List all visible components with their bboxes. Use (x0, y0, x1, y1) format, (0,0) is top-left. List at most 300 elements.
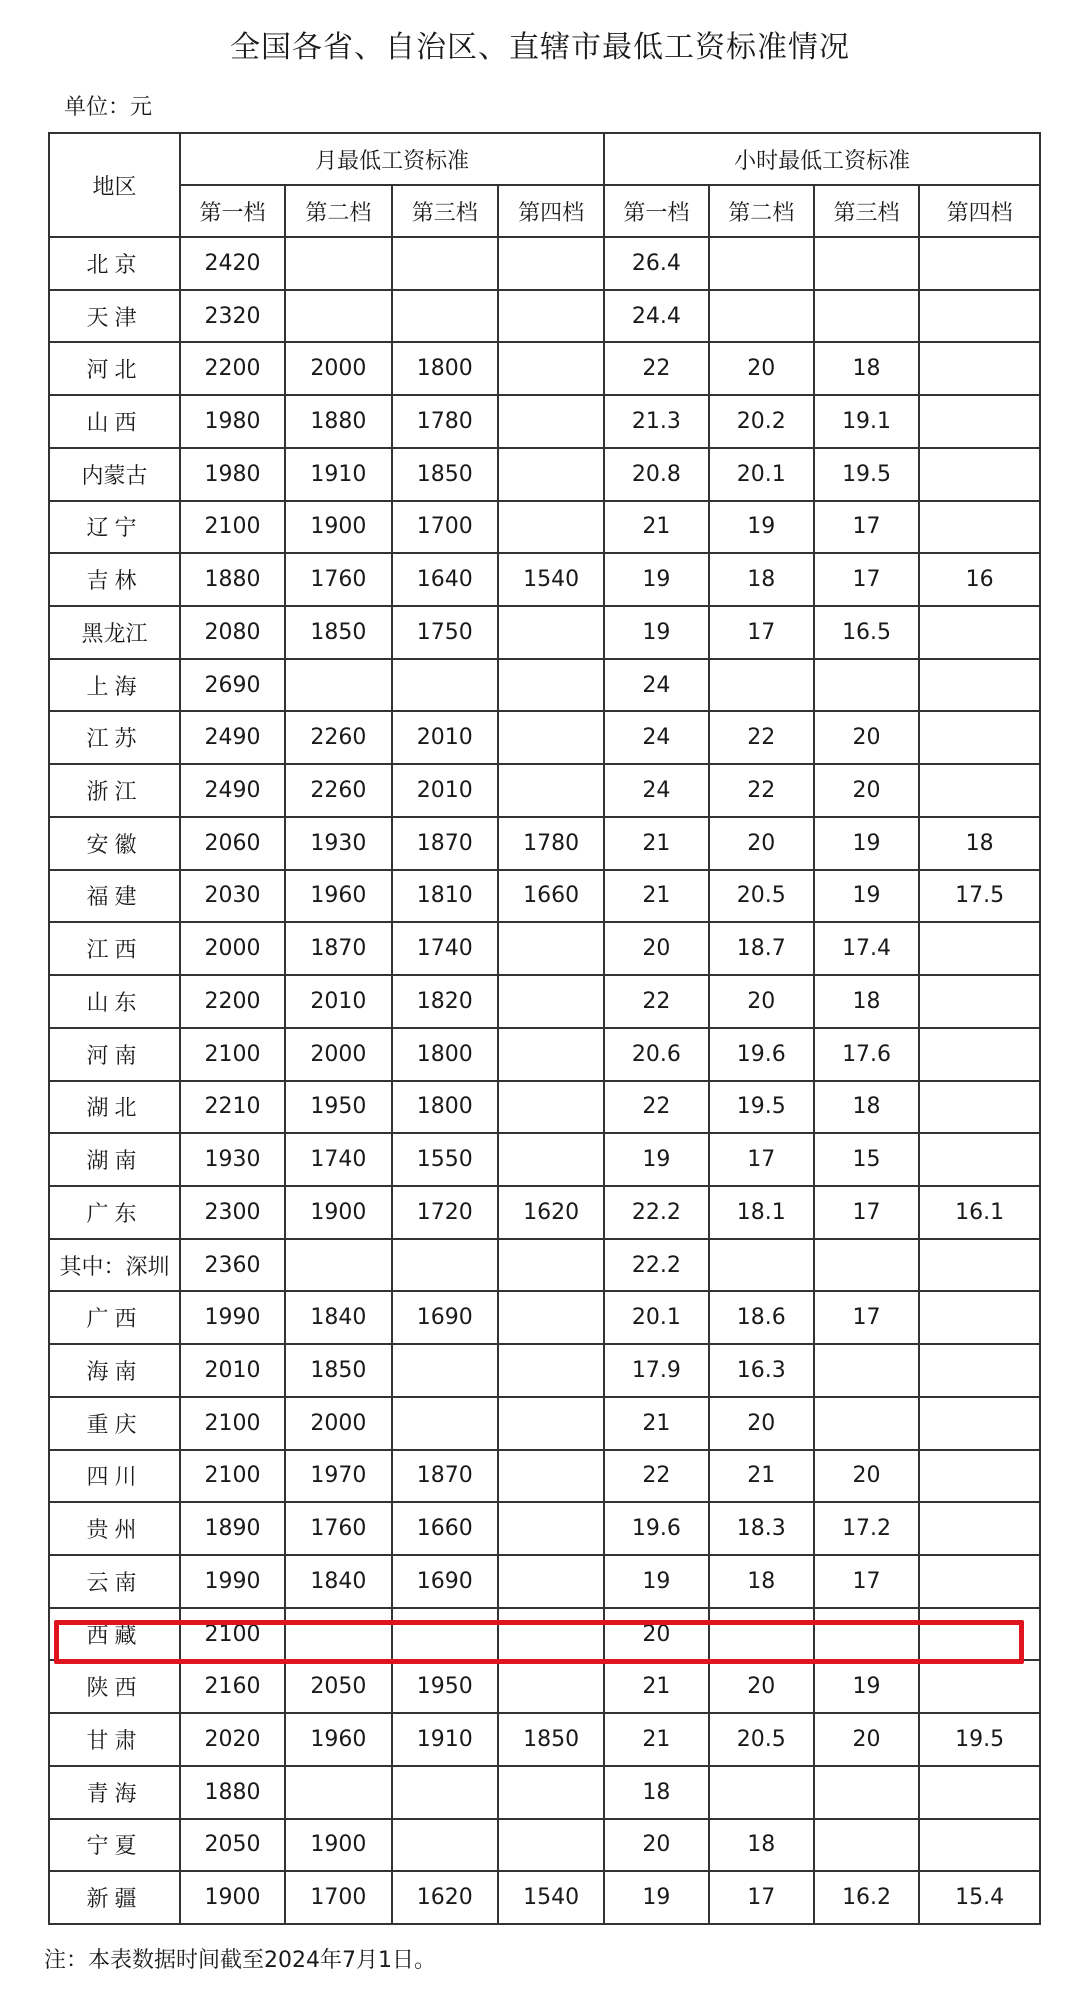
monthly-tier-1-cell: 2100 (180, 1450, 285, 1503)
hourly-tier-4-cell (919, 1397, 1040, 1450)
hourly-tier-1-cell: 24.4 (604, 290, 708, 343)
header-hourly-group: 小时最低工资标准 (604, 133, 1040, 185)
monthly-tier-4-cell: 1620 (498, 1186, 604, 1239)
hourly-tier-2-cell: 18.6 (709, 1291, 814, 1344)
hourly-tier-1-cell: 24 (604, 659, 708, 712)
hourly-tier-3-cell: 18 (814, 1081, 919, 1134)
table-row (49, 922, 1040, 975)
monthly-tier-1-cell: 2200 (180, 342, 285, 395)
hourly-tier-1-cell: 24 (604, 711, 708, 764)
hourly-tier-4-cell (919, 1502, 1040, 1555)
region-cell: 上海 (49, 659, 180, 712)
region-cell: 北京 (49, 237, 180, 290)
hourly-tier-3-cell: 20 (814, 1450, 919, 1503)
region-cell: 贵州 (49, 1502, 180, 1555)
monthly-tier-2-cell: 1850 (285, 606, 391, 659)
monthly-tier-4-cell (498, 1660, 604, 1713)
monthly-tier-4-cell (498, 1344, 604, 1397)
table-row (49, 1502, 1040, 1555)
monthly-tier-2-cell (285, 659, 391, 712)
hourly-tier-1-cell: 21 (604, 1660, 708, 1713)
hourly-tier-3-cell (814, 659, 919, 712)
hourly-tier-1-cell: 19 (604, 1555, 708, 1608)
hourly-tier-1-cell: 20.1 (604, 1291, 708, 1344)
monthly-tier-2-cell: 1740 (285, 1133, 391, 1186)
monthly-tier-1-cell: 2100 (180, 1028, 285, 1081)
region-cell: 天津 (49, 290, 180, 343)
table-row (49, 448, 1040, 501)
hourly-tier-1-cell: 22 (604, 1450, 708, 1503)
region-cell: 吉林 (49, 553, 180, 606)
monthly-tier-2-cell: 1870 (285, 922, 391, 975)
region-cell: 安徽 (49, 817, 180, 870)
hourly-tier-1-cell: 21 (604, 817, 708, 870)
monthly-tier-3-cell: 1950 (392, 1660, 498, 1713)
hourly-tier-1-cell: 21 (604, 870, 708, 923)
table-row (49, 870, 1040, 923)
monthly-tier-3-cell: 1690 (392, 1555, 498, 1608)
monthly-tier-2-cell: 2000 (285, 1397, 391, 1450)
hourly-tier-4-cell (919, 711, 1040, 764)
region-cell: 黑龙江 (49, 606, 180, 659)
monthly-tier-3-cell (392, 659, 498, 712)
monthly-tier-2-cell: 1910 (285, 448, 391, 501)
monthly-tier-1-cell: 2160 (180, 1660, 285, 1713)
monthly-tier-1-cell: 2200 (180, 975, 285, 1028)
monthly-tier-4-cell: 1540 (498, 1871, 604, 1924)
table-row (49, 237, 1040, 290)
table-row (49, 711, 1040, 764)
hourly-tier-3-cell (814, 1344, 919, 1397)
monthly-tier-2-cell: 1760 (285, 1502, 391, 1555)
monthly-tier-2-cell: 2000 (285, 342, 391, 395)
hourly-tier-4-cell (919, 1819, 1040, 1872)
hourly-tier-4-cell (919, 1450, 1040, 1503)
region-cell: 广西 (49, 1291, 180, 1344)
monthly-tier-4-cell: 1780 (498, 817, 604, 870)
monthly-tier-4-cell (498, 290, 604, 343)
hourly-tier-2-cell: 19.6 (709, 1028, 814, 1081)
hourly-tier-4-cell (919, 1660, 1040, 1713)
monthly-tier-3-cell: 1780 (392, 395, 498, 448)
monthly-tier-2-cell: 2000 (285, 1028, 391, 1081)
hourly-tier-1-cell: 20 (604, 1608, 708, 1661)
region-cell: 湖北 (49, 1081, 180, 1134)
hourly-tier-2-cell: 17 (709, 1133, 814, 1186)
monthly-tier-3-cell: 1850 (392, 448, 498, 501)
hourly-tier-1-cell: 19.6 (604, 1502, 708, 1555)
monthly-tier-2-cell: 1960 (285, 1713, 391, 1766)
region-cell: 河南 (49, 1028, 180, 1081)
monthly-tier-2-cell: 2050 (285, 1660, 391, 1713)
monthly-tier-3-cell (392, 1397, 498, 1450)
header-region: 地区 (49, 133, 180, 237)
monthly-tier-4-cell: 1660 (498, 870, 604, 923)
hourly-tier-1-cell: 21 (604, 1713, 708, 1766)
hourly-tier-4-cell (919, 448, 1040, 501)
header-monthly-tier-2: 第二档 (285, 185, 391, 237)
region-cell: 云南 (49, 1555, 180, 1608)
monthly-tier-1-cell: 2420 (180, 237, 285, 290)
table-row (49, 817, 1040, 870)
hourly-tier-1-cell: 19 (604, 553, 708, 606)
hourly-tier-1-cell: 19 (604, 1871, 708, 1924)
hourly-tier-4-cell (919, 1608, 1040, 1661)
hourly-tier-4-cell (919, 395, 1040, 448)
hourly-tier-4-cell (919, 1239, 1040, 1292)
monthly-tier-4-cell (498, 1239, 604, 1292)
hourly-tier-3-cell: 17 (814, 553, 919, 606)
monthly-tier-4-cell (498, 1608, 604, 1661)
hourly-tier-2-cell (709, 1608, 814, 1661)
hourly-tier-4-cell (919, 1555, 1040, 1608)
table-row (49, 975, 1040, 1028)
monthly-tier-1-cell: 2100 (180, 501, 285, 554)
monthly-tier-2-cell: 1970 (285, 1450, 391, 1503)
hourly-tier-3-cell (814, 1239, 919, 1292)
table-row (49, 553, 1040, 606)
unit-label: 单位：元 (64, 95, 153, 120)
region-cell: 辽宁 (49, 501, 180, 554)
region-cell: 海南 (49, 1344, 180, 1397)
monthly-tier-2-cell: 1850 (285, 1344, 391, 1397)
table-row (49, 1081, 1040, 1134)
hourly-tier-1-cell: 20 (604, 1819, 708, 1872)
monthly-tier-2-cell (285, 1766, 391, 1819)
hourly-tier-1-cell: 21 (604, 501, 708, 554)
monthly-tier-1-cell: 2020 (180, 1713, 285, 1766)
hourly-tier-4-cell (919, 764, 1040, 817)
hourly-tier-3-cell (814, 1766, 919, 1819)
monthly-tier-2-cell: 1960 (285, 870, 391, 923)
hourly-tier-2-cell: 20.2 (709, 395, 814, 448)
monthly-tier-3-cell: 1820 (392, 975, 498, 1028)
hourly-tier-3-cell: 20 (814, 711, 919, 764)
hourly-tier-2-cell: 18 (709, 1555, 814, 1608)
table-row (49, 1555, 1040, 1608)
hourly-tier-3-cell: 19 (814, 1660, 919, 1713)
monthly-tier-2-cell (285, 1239, 391, 1292)
monthly-tier-2-cell: 2260 (285, 764, 391, 817)
monthly-tier-3-cell: 1800 (392, 1028, 498, 1081)
monthly-tier-3-cell: 1640 (392, 553, 498, 606)
hourly-tier-3-cell: 17 (814, 1291, 919, 1344)
hourly-tier-3-cell: 18 (814, 342, 919, 395)
table-row (49, 1186, 1040, 1239)
table-row (49, 290, 1040, 343)
hourly-tier-1-cell: 21.3 (604, 395, 708, 448)
monthly-tier-2-cell (285, 237, 391, 290)
table-row (49, 1450, 1040, 1503)
hourly-tier-3-cell: 19.5 (814, 448, 919, 501)
table-body (49, 237, 1040, 1924)
hourly-tier-2-cell: 20 (709, 975, 814, 1028)
monthly-tier-4-cell (498, 501, 604, 554)
header-monthly-group: 月最低工资标准 (180, 133, 604, 185)
hourly-tier-2-cell: 19 (709, 501, 814, 554)
hourly-tier-1-cell: 22 (604, 1081, 708, 1134)
monthly-tier-1-cell: 2360 (180, 1239, 285, 1292)
hourly-tier-1-cell: 20 (604, 922, 708, 975)
hourly-tier-4-cell (919, 1291, 1040, 1344)
hourly-tier-2-cell: 22 (709, 711, 814, 764)
monthly-tier-4-cell (498, 764, 604, 817)
footnote: 注：本表数据时间截至2024年7月1日。 (44, 1948, 436, 1973)
monthly-tier-1-cell: 2300 (180, 1186, 285, 1239)
monthly-tier-3-cell (392, 290, 498, 343)
monthly-tier-3-cell (392, 1344, 498, 1397)
region-cell: 山东 (49, 975, 180, 1028)
monthly-tier-1-cell: 2030 (180, 870, 285, 923)
hourly-tier-3-cell: 20 (814, 1713, 919, 1766)
monthly-tier-1-cell: 2320 (180, 290, 285, 343)
region-cell: 其中：深圳 (49, 1239, 180, 1292)
monthly-tier-2-cell: 1930 (285, 817, 391, 870)
header-monthly-tier-1: 第一档 (180, 185, 285, 237)
hourly-tier-1-cell: 19 (604, 1133, 708, 1186)
region-cell: 四川 (49, 1450, 180, 1503)
hourly-tier-2-cell: 18.3 (709, 1502, 814, 1555)
header-hourly-tier-2: 第二档 (709, 185, 814, 237)
table-row (49, 1344, 1040, 1397)
monthly-tier-3-cell (392, 1819, 498, 1872)
hourly-tier-3-cell: 16.5 (814, 606, 919, 659)
region-cell: 内蒙古 (49, 448, 180, 501)
monthly-tier-2-cell: 2010 (285, 975, 391, 1028)
monthly-tier-3-cell: 1750 (392, 606, 498, 659)
monthly-tier-1-cell: 1880 (180, 1766, 285, 1819)
table-row (49, 1239, 1040, 1292)
monthly-tier-4-cell (498, 1502, 604, 1555)
table-container (48, 132, 1041, 1925)
hourly-tier-4-cell: 15.4 (919, 1871, 1040, 1924)
monthly-tier-1-cell: 1930 (180, 1133, 285, 1186)
table-row (49, 1871, 1040, 1924)
hourly-tier-2-cell: 18 (709, 553, 814, 606)
monthly-tier-4-cell (498, 395, 604, 448)
hourly-tier-1-cell: 26.4 (604, 237, 708, 290)
table-row (49, 1397, 1040, 1450)
hourly-tier-2-cell: 18 (709, 1819, 814, 1872)
hourly-tier-3-cell (814, 290, 919, 343)
monthly-tier-4-cell (498, 1819, 604, 1872)
monthly-tier-3-cell: 1660 (392, 1502, 498, 1555)
hourly-tier-3-cell (814, 1397, 919, 1450)
region-cell: 山西 (49, 395, 180, 448)
hourly-tier-4-cell: 16 (919, 553, 1040, 606)
hourly-tier-2-cell (709, 1766, 814, 1819)
monthly-tier-1-cell: 1990 (180, 1291, 285, 1344)
monthly-tier-1-cell: 2690 (180, 659, 285, 712)
monthly-tier-3-cell: 1700 (392, 501, 498, 554)
monthly-tier-1-cell: 1980 (180, 448, 285, 501)
hourly-tier-3-cell: 20 (814, 764, 919, 817)
hourly-tier-2-cell (709, 659, 814, 712)
monthly-tier-4-cell (498, 1766, 604, 1819)
region-cell: 重庆 (49, 1397, 180, 1450)
region-cell: 江苏 (49, 711, 180, 764)
monthly-tier-2-cell (285, 1608, 391, 1661)
monthly-tier-3-cell: 1910 (392, 1713, 498, 1766)
table-header (49, 133, 1040, 237)
monthly-tier-4-cell (498, 1291, 604, 1344)
hourly-tier-2-cell: 20.5 (709, 870, 814, 923)
hourly-tier-3-cell: 18 (814, 975, 919, 1028)
hourly-tier-1-cell: 22.2 (604, 1186, 708, 1239)
monthly-tier-3-cell: 1720 (392, 1186, 498, 1239)
hourly-tier-1-cell: 18 (604, 1766, 708, 1819)
hourly-tier-2-cell: 18.1 (709, 1186, 814, 1239)
monthly-tier-4-cell (498, 1450, 604, 1503)
region-cell: 陕西 (49, 1660, 180, 1713)
hourly-tier-4-cell (919, 1028, 1040, 1081)
region-cell: 福建 (49, 870, 180, 923)
hourly-tier-3-cell: 17 (814, 501, 919, 554)
hourly-tier-3-cell: 17.4 (814, 922, 919, 975)
hourly-tier-4-cell (919, 1133, 1040, 1186)
region-cell: 广东 (49, 1186, 180, 1239)
monthly-tier-2-cell (285, 290, 391, 343)
hourly-tier-1-cell: 17.9 (604, 1344, 708, 1397)
hourly-tier-4-cell (919, 290, 1040, 343)
hourly-tier-4-cell (919, 1081, 1040, 1134)
monthly-tier-4-cell (498, 1397, 604, 1450)
table-row (49, 342, 1040, 395)
monthly-tier-2-cell: 1900 (285, 501, 391, 554)
monthly-tier-1-cell: 2050 (180, 1819, 285, 1872)
hourly-tier-2-cell (709, 237, 814, 290)
monthly-tier-1-cell: 2100 (180, 1397, 285, 1450)
hourly-tier-2-cell: 20 (709, 1397, 814, 1450)
hourly-tier-2-cell (709, 290, 814, 343)
table-row (49, 1291, 1040, 1344)
monthly-tier-1-cell: 1900 (180, 1871, 285, 1924)
monthly-tier-4-cell (498, 711, 604, 764)
monthly-tier-3-cell: 1740 (392, 922, 498, 975)
monthly-tier-4-cell (498, 922, 604, 975)
table-row (49, 1608, 1040, 1661)
table-row (49, 659, 1040, 712)
hourly-tier-3-cell: 17.6 (814, 1028, 919, 1081)
hourly-tier-2-cell: 18.7 (709, 922, 814, 975)
minimum-wage-table (48, 132, 1041, 1925)
hourly-tier-3-cell: 19 (814, 870, 919, 923)
region-cell: 浙江 (49, 764, 180, 817)
hourly-tier-2-cell: 16.3 (709, 1344, 814, 1397)
page-title: 全国各省、自治区、直辖市最低工资标准情况 (230, 30, 850, 65)
hourly-tier-2-cell: 17 (709, 606, 814, 659)
hourly-tier-2-cell: 20 (709, 342, 814, 395)
hourly-tier-3-cell: 17 (814, 1186, 919, 1239)
table-row (49, 764, 1040, 817)
monthly-tier-3-cell (392, 237, 498, 290)
table-row (49, 1660, 1040, 1713)
hourly-tier-2-cell: 20.5 (709, 1713, 814, 1766)
monthly-tier-1-cell: 2490 (180, 764, 285, 817)
monthly-tier-4-cell (498, 1028, 604, 1081)
monthly-tier-3-cell: 1870 (392, 1450, 498, 1503)
hourly-tier-4-cell (919, 237, 1040, 290)
monthly-tier-1-cell: 1890 (180, 1502, 285, 1555)
monthly-tier-2-cell: 1900 (285, 1819, 391, 1872)
monthly-tier-3-cell: 1690 (392, 1291, 498, 1344)
monthly-tier-2-cell: 1840 (285, 1555, 391, 1608)
monthly-tier-1-cell: 1880 (180, 553, 285, 606)
monthly-tier-4-cell (498, 1133, 604, 1186)
monthly-tier-2-cell: 2260 (285, 711, 391, 764)
hourly-tier-4-cell (919, 606, 1040, 659)
hourly-tier-4-cell (919, 922, 1040, 975)
hourly-tier-1-cell: 22.2 (604, 1239, 708, 1292)
monthly-tier-4-cell (498, 448, 604, 501)
monthly-tier-2-cell: 1760 (285, 553, 391, 606)
hourly-tier-3-cell: 17.2 (814, 1502, 919, 1555)
header-monthly-tier-4: 第四档 (498, 185, 604, 237)
hourly-tier-1-cell: 22 (604, 975, 708, 1028)
monthly-tier-3-cell: 1550 (392, 1133, 498, 1186)
hourly-tier-4-cell (919, 1766, 1040, 1819)
hourly-tier-4-cell (919, 501, 1040, 554)
table-row (49, 395, 1040, 448)
monthly-tier-4-cell (498, 606, 604, 659)
monthly-tier-3-cell: 1870 (392, 817, 498, 870)
hourly-tier-2-cell: 17 (709, 1871, 814, 1924)
hourly-tier-4-cell (919, 975, 1040, 1028)
hourly-tier-1-cell: 21 (604, 1397, 708, 1450)
region-cell: 青海 (49, 1766, 180, 1819)
hourly-tier-4-cell: 18 (919, 817, 1040, 870)
hourly-tier-3-cell: 19.1 (814, 395, 919, 448)
hourly-tier-4-cell: 19.5 (919, 1713, 1040, 1766)
hourly-tier-2-cell: 20.1 (709, 448, 814, 501)
hourly-tier-1-cell: 20.6 (604, 1028, 708, 1081)
region-cell: 江西 (49, 922, 180, 975)
region-cell: 河北 (49, 342, 180, 395)
header-hourly-tier-4: 第四档 (919, 185, 1040, 237)
region-cell: 新疆 (49, 1871, 180, 1924)
table-row (49, 1766, 1040, 1819)
monthly-tier-4-cell (498, 1081, 604, 1134)
region-cell: 宁夏 (49, 1819, 180, 1872)
region-cell: 湖南 (49, 1133, 180, 1186)
hourly-tier-2-cell: 22 (709, 764, 814, 817)
monthly-tier-1-cell: 2490 (180, 711, 285, 764)
monthly-tier-4-cell (498, 975, 604, 1028)
monthly-tier-3-cell (392, 1766, 498, 1819)
monthly-tier-4-cell (498, 1555, 604, 1608)
monthly-tier-4-cell: 1850 (498, 1713, 604, 1766)
hourly-tier-2-cell: 20 (709, 1660, 814, 1713)
monthly-tier-3-cell: 2010 (392, 764, 498, 817)
monthly-tier-3-cell: 2010 (392, 711, 498, 764)
monthly-tier-3-cell (392, 1608, 498, 1661)
monthly-tier-3-cell: 1800 (392, 342, 498, 395)
region-cell: 西藏 (49, 1608, 180, 1661)
hourly-tier-3-cell: 19 (814, 817, 919, 870)
monthly-tier-4-cell (498, 342, 604, 395)
monthly-tier-2-cell: 1840 (285, 1291, 391, 1344)
monthly-tier-2-cell: 1880 (285, 395, 391, 448)
region-cell: 甘肃 (49, 1713, 180, 1766)
monthly-tier-1-cell: 2010 (180, 1344, 285, 1397)
monthly-tier-3-cell: 1810 (392, 870, 498, 923)
hourly-tier-3-cell: 15 (814, 1133, 919, 1186)
hourly-tier-2-cell: 21 (709, 1450, 814, 1503)
monthly-tier-2-cell: 1700 (285, 1871, 391, 1924)
hourly-tier-4-cell (919, 659, 1040, 712)
hourly-tier-4-cell (919, 342, 1040, 395)
monthly-tier-1-cell: 1980 (180, 395, 285, 448)
